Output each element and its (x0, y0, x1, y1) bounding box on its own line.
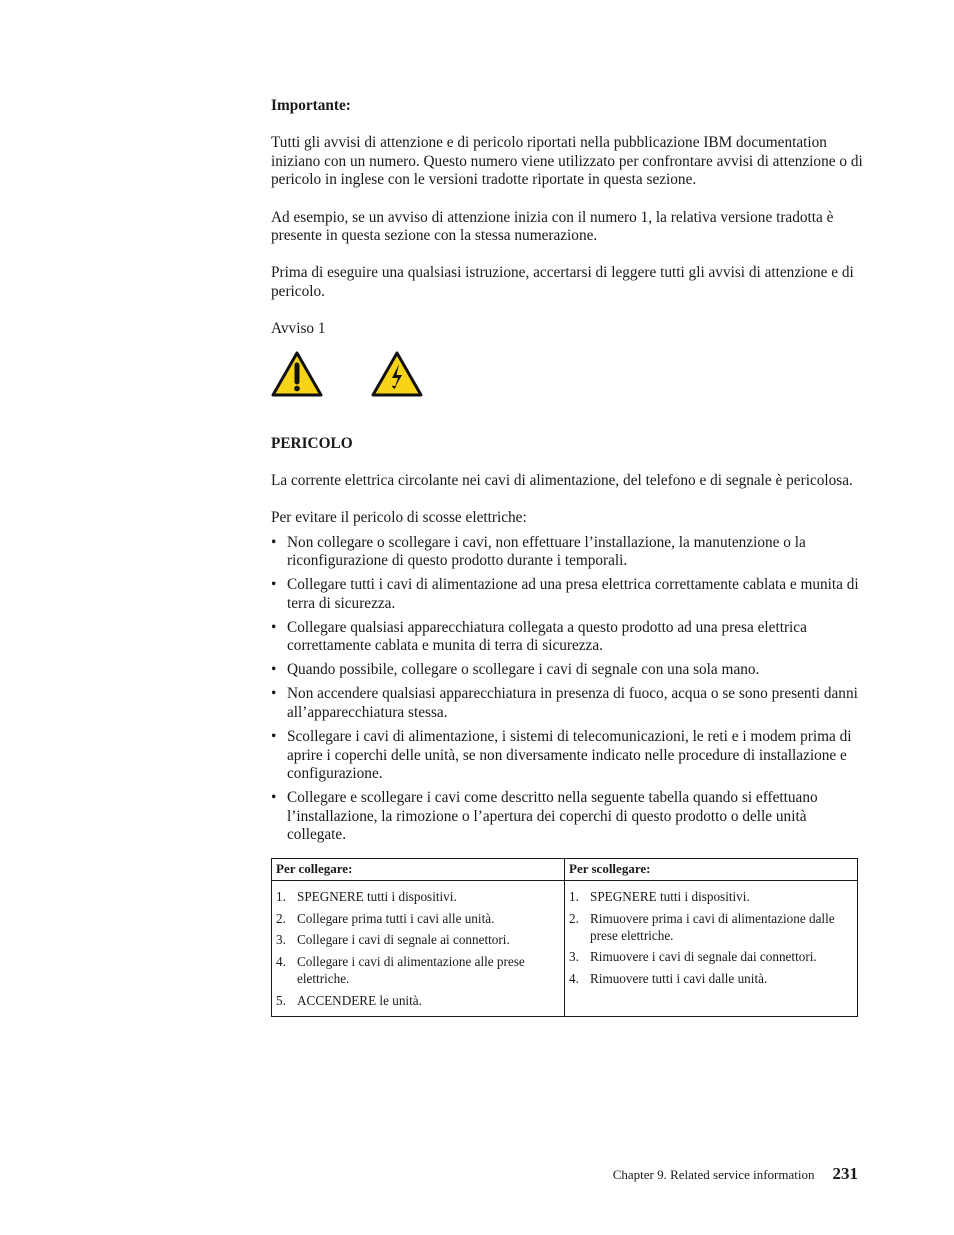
step-text: Collegare prima tutti i cavi alle unità. (297, 910, 495, 926)
notice-label: Avviso 1 (271, 320, 326, 338)
danger-heading: PERICOLO (271, 434, 353, 452)
step-text: Collegare i cavi di alimentazione alle prese elettriche. (297, 954, 525, 986)
step-number: 5. (276, 992, 286, 1008)
step-number: 1. (276, 888, 286, 904)
intro-paragraph: Prima di eseguire una qualsiasi istruzione, accertarsi di leggere tutti gli avvisi di attenzione e di pericolo. (271, 264, 854, 300)
list-item (276, 888, 560, 905)
step-number: 3. (569, 949, 579, 965)
intro-paragraph: Ad esempio, se un avviso di attenzione inizia con il numero 1, la relativa versione tradotta è presente in questa sezione con la stessa numerazione. (271, 208, 834, 245)
connect-steps-cell (272, 880, 565, 1016)
list-item: • Non collegare o scollegare i cavi, non effettuare l’installazione, la manutenzione o la riconfigurazione di questo prodotto durante i temporali. (271, 534, 863, 571)
step-text: Collegare i cavi di segnale ai connettori. (297, 932, 510, 948)
connect-header: Per collegare: (272, 858, 565, 880)
step-text: SPEGNERE tutti i dispositivi. (297, 888, 457, 904)
list-item (569, 910, 853, 944)
disconnect-steps (569, 888, 853, 987)
table-row (272, 880, 858, 1016)
list-item (276, 910, 560, 927)
step-text: ACCENDERE le unità. (297, 992, 422, 1008)
step-text: SPEGNERE tutti i dispositivi. (590, 888, 750, 904)
step-number: 4. (276, 954, 286, 969)
list-item (569, 948, 853, 965)
list-item (569, 888, 853, 905)
table-header-row (272, 858, 858, 880)
electrical-hazard-icon (371, 351, 423, 397)
step-number: 2. (276, 910, 286, 926)
step-number: 4. (569, 971, 579, 986)
list-item: • Scollegare i cavi di alimentazione, i sistemi di telecomunicazioni, le reti e i modem prima di aprire i coperchi delle unità, se non diversamente indicato nelle procedure di installazione e configurazione. (271, 728, 863, 784)
step-number: 1. (569, 888, 579, 904)
list-item (276, 931, 560, 948)
page-footer (613, 1164, 858, 1184)
disconnect-steps-cell (565, 880, 858, 1016)
hazard-icons (271, 351, 863, 397)
list-item: • Collegare e scollegare i cavi come descritto nella seguente tabella quando si effettuano l’installazione, la rimozione o l’apertura dei coperchi di questo prodotto o delle unità collegate. (271, 789, 863, 845)
list-item: • Collegare tutti i cavi di alimentazione ad una presa elettrica correttamente cablata e munita di terra di sicurezza. (271, 576, 863, 613)
page-number: 231 (832, 1164, 858, 1183)
important-heading: Importante: (271, 97, 351, 114)
list-item (569, 970, 853, 987)
list-item: • Non accendere qualsiasi apparecchiatura in presenza di fuoco, acqua o se sono presenti danni all’apparecchiatura stessa. (271, 685, 863, 722)
danger-paragraph: La corrente elettrica circolante nei cavi di alimentazione, del telefono e di segnale è pericolosa. (271, 471, 853, 489)
step-text: Rimuovere prima i cavi di alimentazione dalle prese elettriche. (590, 910, 835, 943)
avoid-intro: Per evitare il pericolo di scosse elettriche: (271, 509, 527, 527)
list-item (276, 953, 560, 987)
disconnect-header: Per scollegare: (565, 858, 858, 880)
warning-exclamation-icon (271, 351, 323, 397)
chapter-title: Chapter 9. Related service information (612, 1167, 815, 1182)
connection-table (271, 858, 858, 1017)
step-number: 3. (276, 932, 286, 948)
step-text: Rimuovere i cavi di segnale dai connettori. (590, 949, 817, 965)
step-number: 2. (569, 910, 579, 926)
safety-bullet-list (271, 534, 863, 845)
page-content (271, 97, 863, 1017)
list-item: • Quando possibile, collegare o scollegare i cavi di segnale con una sola mano. (271, 661, 863, 680)
list-item: • Collegare qualsiasi apparecchiatura collegata a questo prodotto ad una presa elettrica correttamente cablata e munita di terra di sicurezza. (271, 619, 863, 656)
list-item (276, 992, 560, 1009)
step-text: Rimuovere tutti i cavi dalle unità. (590, 971, 768, 986)
connect-steps (276, 888, 560, 1009)
intro-paragraph: Tutti gli avvisi di attenzione e di pericolo riportati nella pubblicazione IBM documentation iniziano con un numero. Questo numero viene utilizzato per confrontare avvisi di attenzione o di pericolo in inglese con le versioni tradotte riportate in questa sezione. (271, 134, 863, 189)
